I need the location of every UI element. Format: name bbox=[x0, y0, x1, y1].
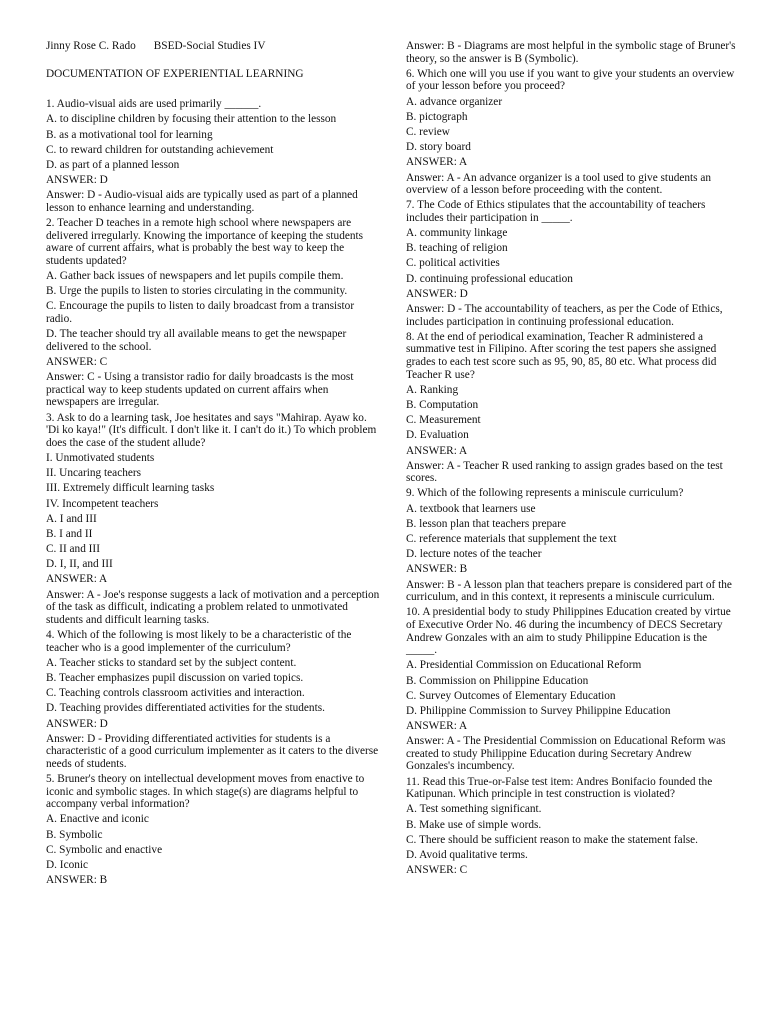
text-line: D. lecture notes of the teacher bbox=[406, 548, 542, 561]
text-line: II. Uncaring teachers bbox=[46, 467, 142, 480]
text-line: Answer: A - An advance organizer is a tool used to give students an overview of a lesson before proceeding with the content. bbox=[406, 171, 712, 197]
text-line: Answer: A - Teacher R used ranking to assign grades based on the test scores. bbox=[406, 459, 723, 485]
text-line: D. Teaching provides differentiated activities for the students. bbox=[46, 702, 325, 715]
text-line: 2. Teacher D teaches in a remote high school where newspapers are delivered irregularly. Knowing the importance of keeping the students aware of current affairs, what is probably the best way to keep the students updated? bbox=[46, 217, 364, 267]
text-line: A. community linkage bbox=[406, 227, 508, 240]
text-line: 10. A presidential body to study Philippines Education created by virtue of Executive Order No. 46 during the incumbency of DECS Secretary Andrew Gonzales with an aim to study Philippine Education is the _____. bbox=[406, 606, 731, 657]
text-line: D. Avoid qualitative terms. bbox=[406, 849, 528, 861]
text-line: A. Presidential Commission on Educational Reform bbox=[406, 659, 642, 672]
text-line: D. I, II, and III bbox=[46, 558, 113, 571]
text-line: A. to discipline children by focusing their attention to the lesson bbox=[46, 113, 337, 126]
text-line: III. Extremely difficult learning tasks bbox=[46, 482, 215, 495]
text-line: 11. Read this True-or-False test item: Andres Bonifacio founded the Katipunan. Which principle in test construction is violated? bbox=[406, 775, 713, 801]
text-line: 3. Ask to do a learning task, Joe hesitates and says "Mahirap. Ayaw ko. 'Di ko kaya!" (It's difficult. I don't like it. I can't do it.) To which problem does the case of the student allude? bbox=[46, 411, 377, 449]
answer-key-line: ANSWER: B bbox=[46, 874, 108, 887]
text-line: C. review bbox=[406, 125, 450, 138]
text-line: Answer: B - A lesson plan that teachers prepare is considered part of the curriculum, and in this context, it represents a miniscule curriculum. bbox=[406, 578, 732, 604]
text-line: 4. Which of the following is most likely to be a characteristic of the teacher who is a good implementer of the curriculum? bbox=[46, 629, 352, 654]
answer-key-line: ANSWER: A bbox=[46, 573, 108, 586]
text-line: Answer: D - Audio-visual aids are typically used as part of a planned lesson to enhance learning and understanding. bbox=[46, 189, 358, 214]
text-line: C. There should be sufficient reason to make the statement false. bbox=[406, 833, 698, 846]
text-line: D. Evaluation bbox=[406, 429, 469, 442]
text-line: D. story board bbox=[406, 141, 471, 154]
text-line: C. Survey Outcomes of Elementary Education bbox=[406, 689, 616, 702]
text-line: A. Enactive and iconic bbox=[46, 813, 149, 826]
text-line: Answer: A - The Presidential Commission on Educational Reform was created to study Philippine Education during Secretary Andrew Gonzales's incumbency. bbox=[406, 735, 726, 773]
text-line: D. Philippine Commission to Survey Philippine Education bbox=[406, 704, 671, 717]
text-line: Answer: B - Diagrams are most helpful in the symbolic stage of Bruner's theory, so the answer is B (Symbolic). bbox=[406, 40, 736, 65]
program-name: BSED-Social Studies IV bbox=[153, 40, 266, 52]
text-line: 9. Which of the following represents a miniscule curriculum? bbox=[406, 487, 684, 500]
text-line: B. Computation bbox=[406, 398, 479, 411]
right-column bbox=[406, 40, 740, 879]
text-line: C. Measurement bbox=[406, 414, 481, 427]
answer-key-line: ANSWER: C bbox=[406, 864, 468, 877]
text-line: D. Iconic bbox=[46, 859, 89, 872]
text-line: B. pictograph bbox=[406, 110, 468, 123]
text-line: B. lesson plan that teachers prepare bbox=[406, 517, 566, 530]
text-line: 6. Which one will you use if you want to give your students an overview of your lesson before you proceed? bbox=[406, 67, 735, 93]
text-line: D. continuing professional education bbox=[406, 272, 573, 285]
text-line: D. The teacher should try all available means to get the newspaper delivered to the school. bbox=[46, 328, 347, 353]
answer-key-line: ANSWER: A bbox=[406, 444, 468, 457]
text-line: Answer: D - Providing differentiated activities for students is a characteristic of a good curriculum implementer as it caters to the diverse needs of students. bbox=[46, 732, 379, 770]
text-line: 1. Audio-visual aids are used primarily ______. bbox=[46, 98, 262, 111]
text-line: C. reference materials that supplement the text bbox=[406, 533, 617, 546]
text-line: A. Gather back issues of newspapers and let pupils compile them. bbox=[46, 270, 344, 283]
text-line: IV. Incompetent teachers bbox=[46, 497, 159, 510]
text-line: C. II and III bbox=[46, 543, 100, 556]
text-line: C. Encourage the pupils to listen to daily broadcast from a transistor radio. bbox=[46, 300, 355, 326]
answer-key-line: ANSWER: A bbox=[406, 720, 468, 733]
text-line: C. political activities bbox=[406, 257, 500, 270]
document-header bbox=[46, 40, 380, 53]
answer-key-line: ANSWER: D bbox=[46, 174, 108, 187]
author-name: Jinny Rose C. Rado bbox=[46, 40, 136, 52]
text-line: Answer: A - Joe's response suggests a lack of motivation and a perception of the task as difficult, indicating a problem related to unmotivated students and difficult learning tasks. bbox=[46, 588, 380, 626]
text-line: B. teaching of religion bbox=[406, 242, 508, 255]
text-line: Answer: D - The accountability of teachers, as per the Code of Ethics, includes participation in continuing professional education. bbox=[406, 303, 723, 328]
text-line: A. Ranking bbox=[406, 383, 459, 396]
text-line: A. textbook that learners use bbox=[406, 502, 536, 515]
text-line: 8. At the end of periodical examination, Teacher R administered a summative test in Filipino. After scoring the test papers she assigned grades to each test score such as 95, 90, 85, 80 etc. What process did Teacher R use? bbox=[406, 330, 717, 381]
text-line: A. advance organizer bbox=[406, 95, 503, 108]
text-line: B. Teacher emphasizes pupil discussion on varied topics. bbox=[46, 671, 304, 684]
text-line: I. Unmotivated students bbox=[46, 451, 155, 464]
text-line: B. Urge the pupils to listen to stories circulating in the community. bbox=[46, 285, 348, 298]
text-line: C. to reward children for outstanding achievement bbox=[46, 143, 274, 156]
text-line: B. Commission on Philippine Education bbox=[406, 674, 589, 687]
text-line: 5. Bruner's theory on intellectual development moves from enactive to iconic and symbolic stages. In which stage(s) are diagrams helpful to accompany verbal information? bbox=[46, 773, 365, 811]
answer-key-line: ANSWER: D bbox=[46, 717, 108, 730]
text-line: B. as a motivational tool for learning bbox=[46, 128, 213, 141]
answer-key-line: ANSWER: C bbox=[46, 356, 108, 368]
text-line: B. Make use of simple words. bbox=[406, 818, 542, 831]
text-line: B. Symbolic bbox=[46, 828, 103, 841]
text-line: Answer: C - Using a transistor radio for daily broadcasts is the most practical way to keep students updated on current affairs when newspapers are irregular. bbox=[46, 371, 354, 409]
answer-key-line: ANSWER: A bbox=[406, 156, 468, 169]
text-line: A. Teacher sticks to standard set by the subject content. bbox=[46, 656, 297, 669]
document-title: DOCUMENTATION OF EXPERIENTIAL LEARNING bbox=[46, 67, 304, 80]
text-line: A. Test something significant. bbox=[406, 803, 542, 816]
left-column bbox=[46, 40, 380, 889]
answer-key-line: ANSWER: B bbox=[406, 563, 468, 576]
text-line: A. I and III bbox=[46, 512, 97, 525]
text-line: C. Symbolic and enactive bbox=[46, 843, 163, 856]
text-line: D. as part of a planned lesson bbox=[46, 158, 180, 171]
text-line: C. Teaching controls classroom activities and interaction. bbox=[46, 687, 305, 700]
text-line: B. I and II bbox=[46, 527, 93, 540]
text-line: 7. The Code of Ethics stipulates that the accountability of teachers includes their participation in _____. bbox=[406, 199, 706, 224]
answer-key-line: ANSWER: D bbox=[406, 287, 468, 300]
